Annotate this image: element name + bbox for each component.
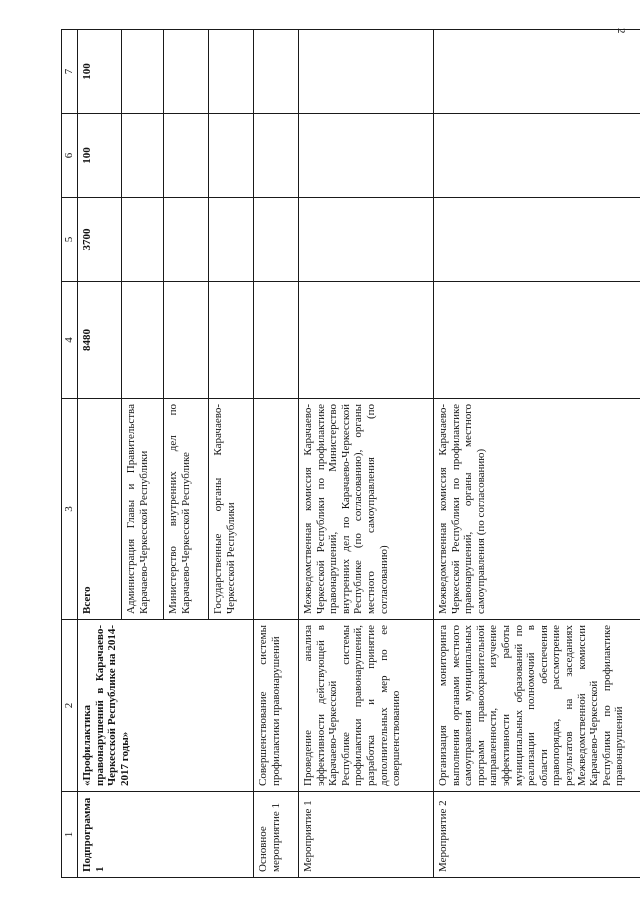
table-row [254, 30, 299, 878]
total-col7: 100 [78, 30, 122, 114]
main-event-label: Основное мероприятие 1 [254, 792, 299, 878]
empty-cell [254, 282, 299, 399]
subprogram-label: Подпрограмма 1 [78, 792, 254, 878]
empty-cell [299, 282, 434, 399]
col-header-3: 3 [62, 399, 78, 620]
empty-cell [122, 198, 164, 282]
executor-admin: Администрация Главы и Правительства Карачаево-Черкесской Республики [122, 399, 164, 620]
executor-gov: Государственные органы Карачаево-Черкесской Республики [209, 399, 254, 620]
table-row [299, 30, 434, 878]
empty-cell [209, 282, 254, 399]
total-label: Всего [78, 399, 122, 620]
empty-cell [164, 114, 209, 198]
header-row [62, 30, 78, 878]
empty-cell [122, 30, 164, 114]
col-header-6: 6 [62, 114, 78, 198]
page-number: 2 [615, 28, 627, 34]
empty-cell [254, 399, 299, 620]
empty-cell [164, 198, 209, 282]
empty-cell [209, 114, 254, 198]
main-event-title: Совершенствование системы профилактики правонарушений [254, 620, 299, 792]
col-header-5: 5 [62, 198, 78, 282]
program-table [61, 29, 640, 878]
total-col5: 3700 [78, 198, 122, 282]
empty-cell [164, 282, 209, 399]
empty-cell [434, 282, 640, 399]
total-col6: 100 [78, 114, 122, 198]
empty-cell [122, 282, 164, 399]
empty-cell [254, 114, 299, 198]
empty-cell [299, 114, 434, 198]
table-row [78, 30, 122, 878]
total-col4: 8480 [78, 282, 122, 399]
event1-label: Мероприятие 1 [299, 792, 434, 878]
event2-title: Организация мониторинга выполнения органами местного самоуправления муниципальных программ правоохранительной направленности, изучение эффективности работы муниципальных образований по реализации полномочий в области обеспечения правопорядка, рассмотрение результатов на заседаниях Межведомственной комиссии Карачаево-Черкесской Республики по профилактике правонарушений [434, 620, 640, 792]
subprogram-title: «Профилактика правонарушений в Карачаево-Черкесской Республике на 2014-2017 годы» [78, 620, 254, 792]
event2-label: Мероприятие 2 [434, 792, 640, 878]
event1-title: Проведение анализа эффективности действующей в Карачаево-Черкесской Республике системы профилактики правонарушений, разработка и принятие дополнительных мер по ее совершенствованию [299, 620, 434, 792]
executor-mvd: Министерство внутренних дел по Карачаево-Черкесской Республике [164, 399, 209, 620]
col-header-1: 1 [62, 792, 78, 878]
empty-cell [122, 114, 164, 198]
empty-cell [434, 30, 640, 114]
rotated-page [61, 30, 626, 878]
empty-cell [299, 198, 434, 282]
event2-executors: Межведомственная комиссия Карачаево-Черкесской Республики по профилактике правонарушений, органы местного самоуправления (по согласованию) [434, 399, 640, 620]
empty-cell [209, 198, 254, 282]
empty-cell [434, 114, 640, 198]
empty-cell [254, 30, 299, 114]
table-row [434, 30, 640, 878]
col-header-7: 7 [62, 30, 78, 114]
col-header-4: 4 [62, 282, 78, 399]
event1-executors: Межведомственная комиссия Карачаево-Черкесской Республики по профилактике правонарушений, Министерство внутренних дел по Карачаево-Черкесской Республике (по согласованию), органы местного самоуправления (по согласованию) [299, 399, 434, 620]
empty-cell [164, 30, 209, 114]
empty-cell [254, 198, 299, 282]
empty-cell [434, 198, 640, 282]
empty-cell [209, 30, 254, 114]
empty-cell [299, 30, 434, 114]
col-header-2: 2 [62, 620, 78, 792]
